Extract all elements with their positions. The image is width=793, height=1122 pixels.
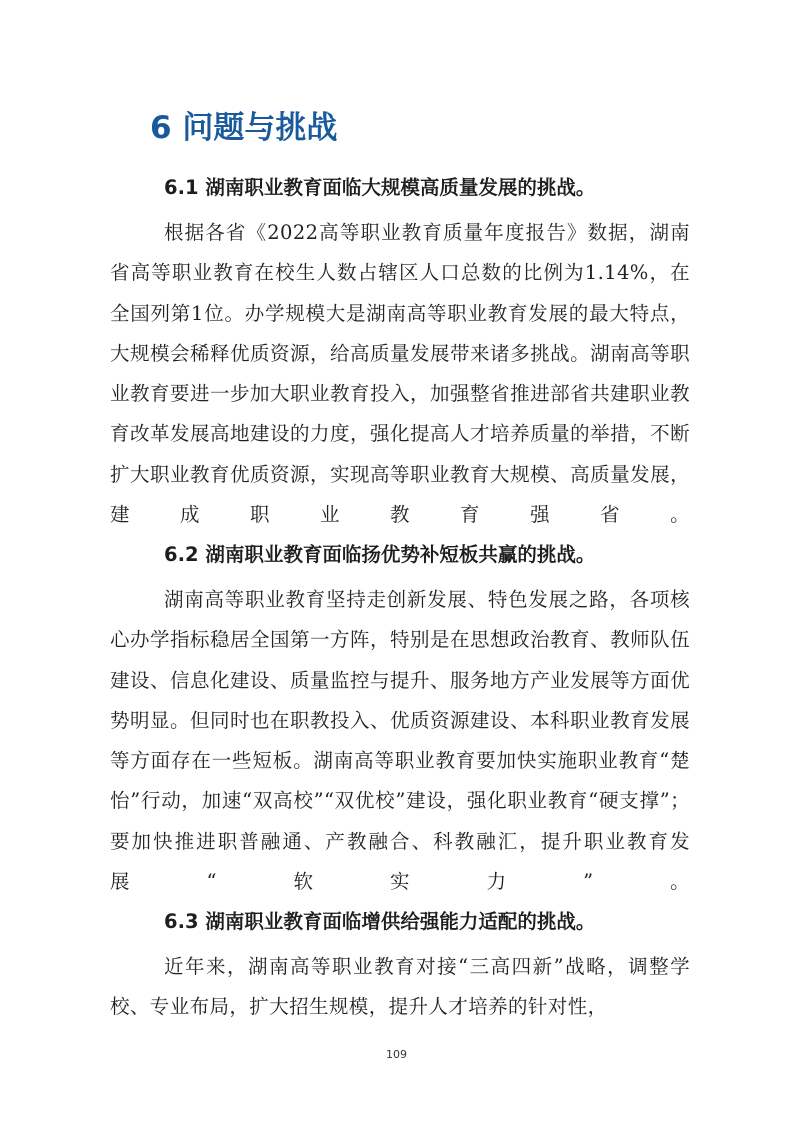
section-6-3	[110, 897, 690, 1028]
section-heading: 6.3 湖南职业教育面临增供给强能力适配的挑战。	[164, 910, 596, 933]
page-number: 109	[386, 1048, 407, 1061]
section-6-2	[110, 530, 690, 902]
section-heading: 6.1 湖南职业教育面临大规模高质量发展的挑战。	[164, 176, 596, 199]
section-paragraph: 近年来，湖南高等职业教育对接“三高四新”战略，调整学校、专业布局，扩大招生规模，提升人才培养的针对性，	[110, 955, 690, 1019]
section-paragraph: 湖南高等职业教育坚持走创新发展、特色发展之路，各项核心办学指标稳居全国第一方阵，特别是在思想政治教育、教师队伍建设、信息化建设、质量监控与提升、服务地方产业发展等方面优势明显。但同时也在职教投入、优质资源建设、本科职业教育发展等方面存在一些短板。湖南高等职业教育要加快实施职业教育“楚怡”行动，加速“双高校”“双优校”建设，强化职业教育“硬支撑”；要加快推进职普融通、产教融合、科教融汇，提升职业教育发展“软实力”。	[110, 588, 690, 894]
section-paragraph: 根据各省《2022高等职业教育质量年度报告》数据，湖南省高等职业教育在校生人数占辖区人口总数的比例为1.14%，在全国列第1位。办学规模大是湖南高等职业教育发展的最大特点，大规模会稀释优质资源，给高质量发展带来诸多挑战。湖南高等职业教育要进一步加大职业教育投入，加强整省推进部省共建职业教育改革发展高地建设的力度，强化提高人才培养质量的举措，不断扩大职业教育优质资源，实现高等职业教育大规模、高质量发展，建成职业教育强省。	[110, 221, 690, 527]
chapter-title: 6 问题与挑战	[150, 110, 338, 146]
section-6-1	[110, 163, 690, 535]
section-heading: 6.2 湖南职业教育面临扬优势补短板共赢的挑战。	[164, 543, 596, 566]
